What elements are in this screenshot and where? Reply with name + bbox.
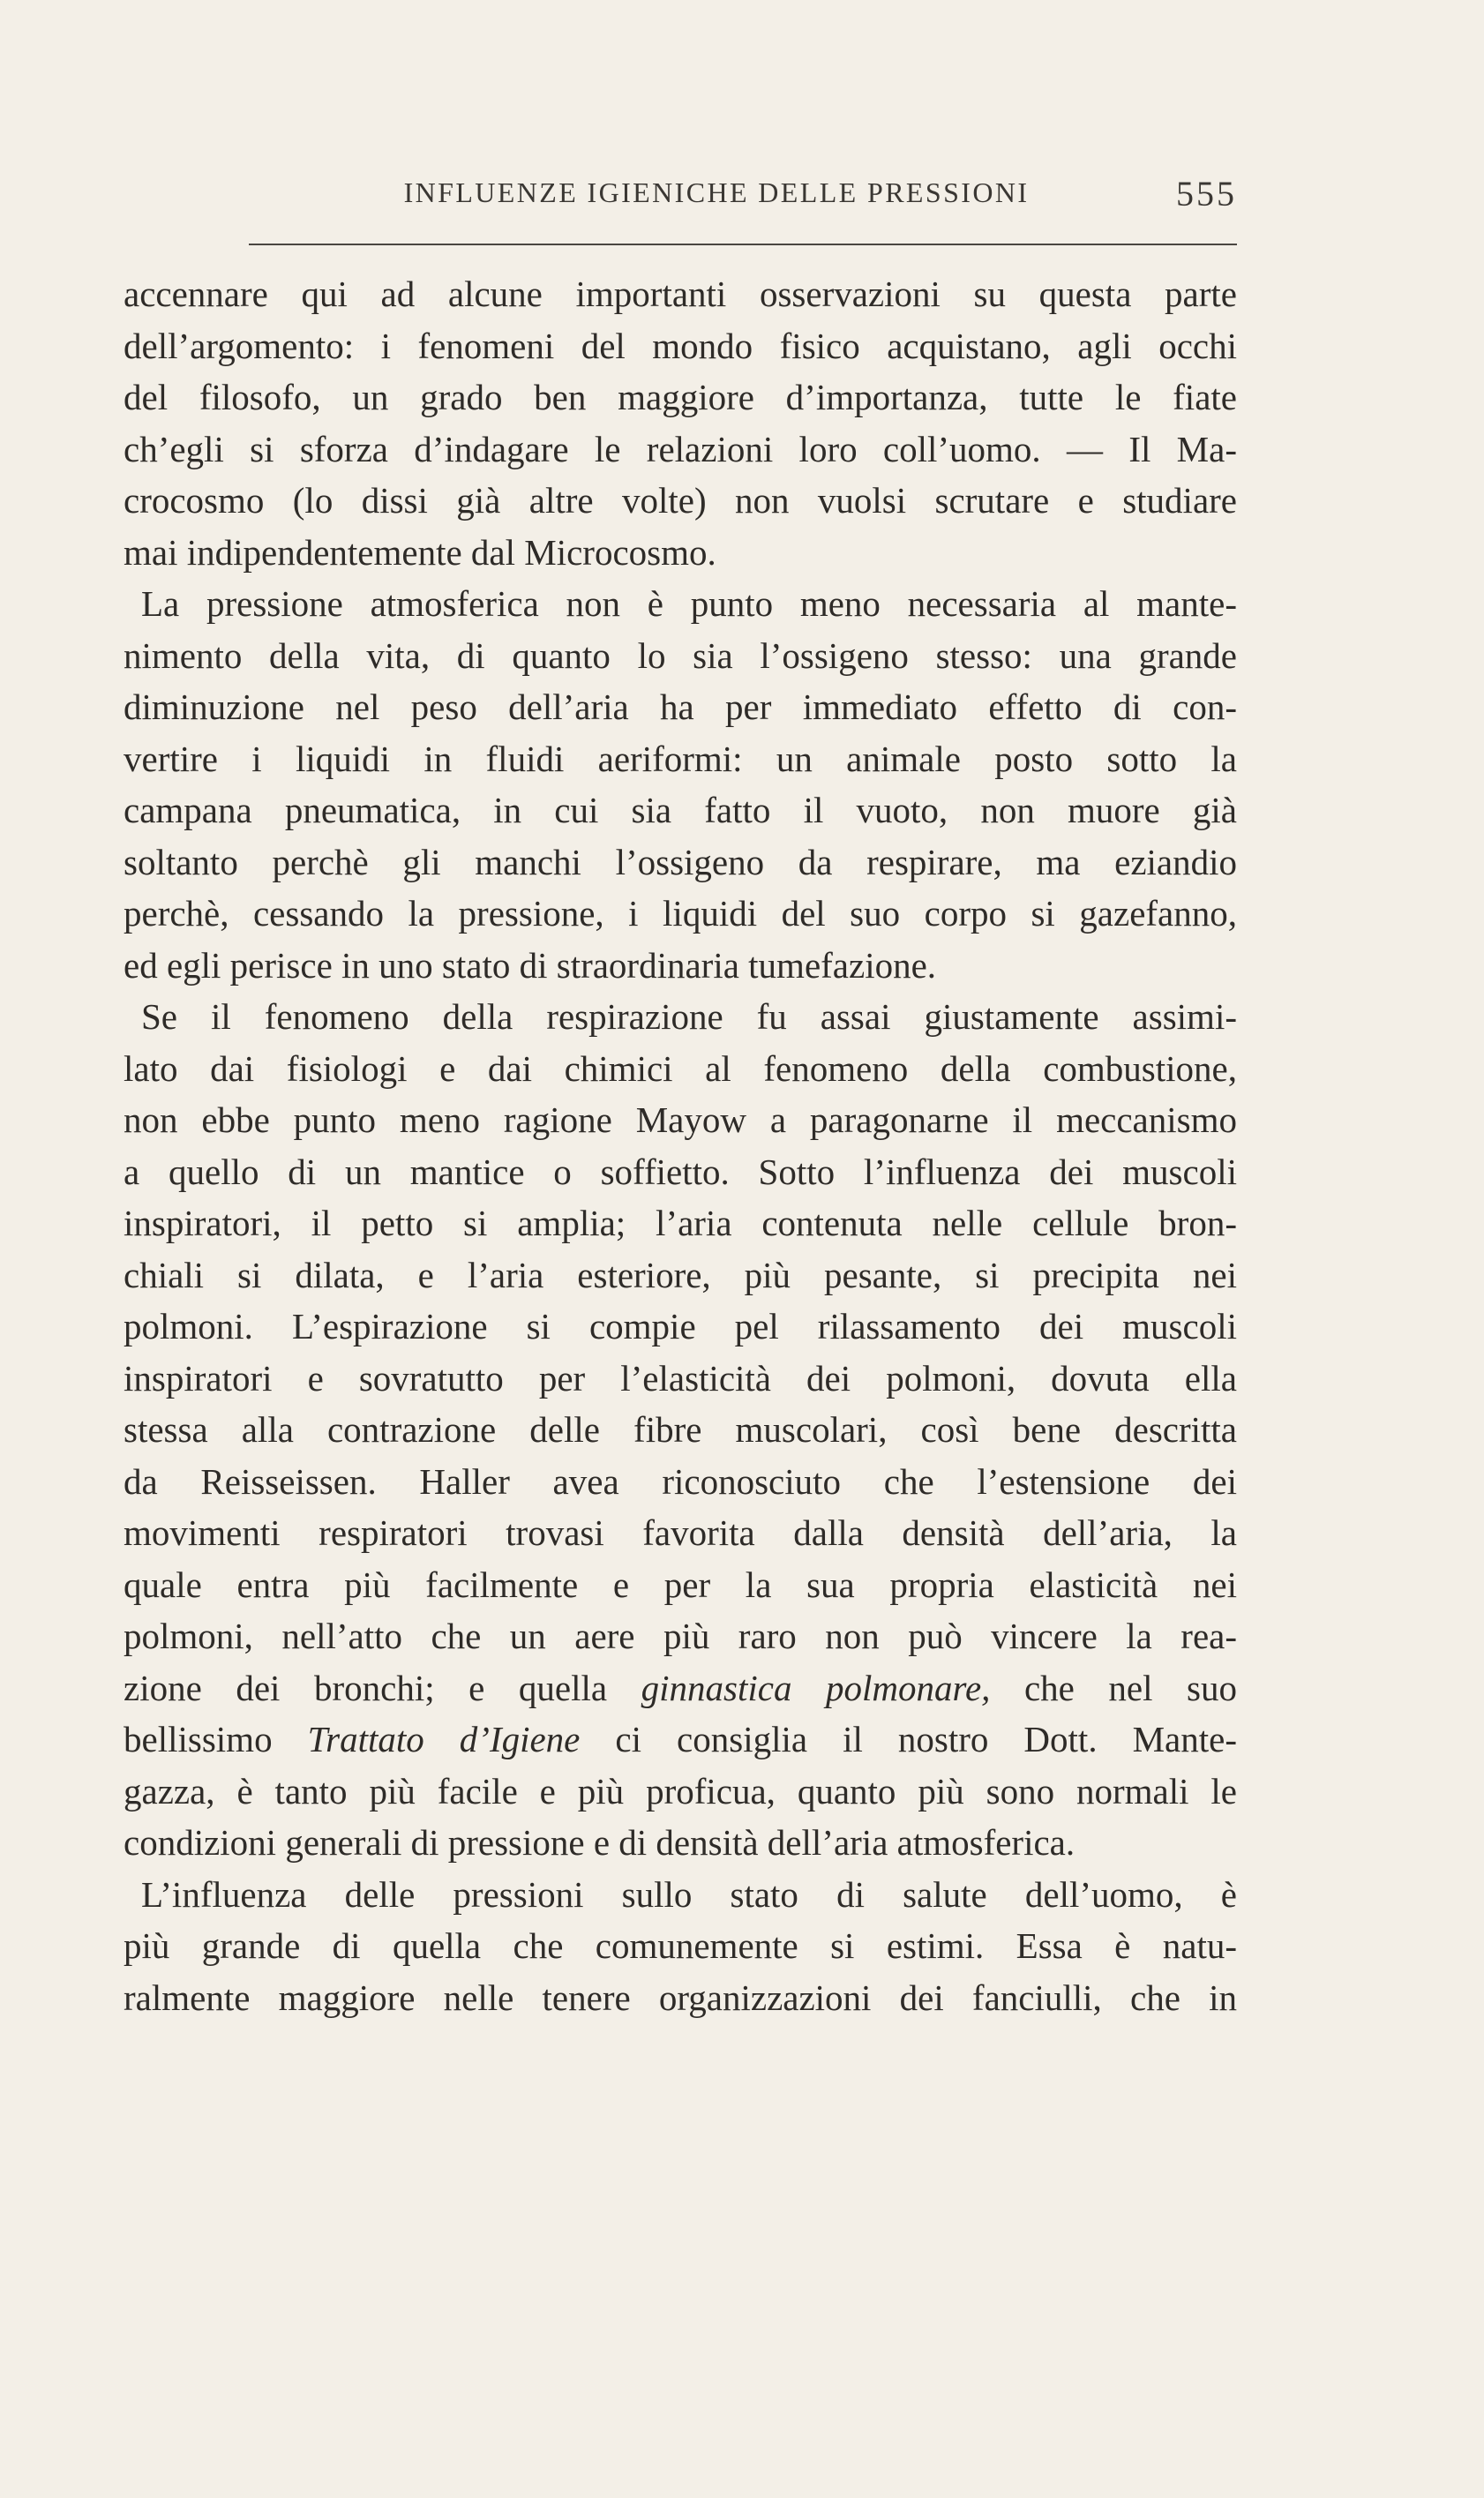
text-run: ci consiglia il nostro Dott. Mante- bbox=[580, 1719, 1237, 1759]
paragraph bbox=[124, 578, 1237, 991]
paragraph bbox=[124, 991, 1237, 1869]
italic-title: Trattato d’Igiene bbox=[307, 1719, 581, 1759]
text-line: soltanto perchè gli manchi l’ossigeno da respirare, ma eziandio bbox=[124, 841, 1237, 882]
page-number: 555 bbox=[1176, 174, 1237, 214]
text-run: bellissimo bbox=[124, 1719, 308, 1759]
text-line: La pressione atmosferica non è punto meno necessaria al mante- bbox=[141, 583, 1237, 624]
text-line: a quello di un mantice o soffietto. Sotto l’influenza dei muscoli bbox=[124, 1151, 1237, 1192]
text-line: non ebbe punto meno ragione Mayow a paragonarne il meccanismo bbox=[124, 1099, 1237, 1140]
text-line: crocosmo (lo dissi già altre volte) non vuolsi scrutare e studiare bbox=[124, 480, 1237, 521]
text-line: chiali si dilata, e l’aria esteriore, più pesante, si precipita nei bbox=[124, 1254, 1237, 1295]
text-line: dell’argomento: i fenomeni del mondo fisico acquistano, agli occhi bbox=[124, 325, 1237, 366]
text-line: polmoni, nell’atto che un aere più raro non può vincere la rea- bbox=[124, 1616, 1237, 1656]
text-line: inspiratori, il petto si amplia; l’aria contenuta nelle cellule bron- bbox=[124, 1203, 1237, 1243]
text-line: inspiratori e sovratutto per l’elasticità dei polmoni, dovuta ella bbox=[124, 1357, 1237, 1399]
text-line-italic-mixed bbox=[124, 1662, 1237, 1714]
header-rule bbox=[249, 244, 1237, 245]
text-line: campana pneumatica, in cui sia fatto il vuoto, non muore già bbox=[124, 790, 1237, 830]
page-header bbox=[249, 168, 1237, 221]
text-line: ed egli perisce in uno stato di straordinaria tumefazione. bbox=[124, 944, 937, 986]
paragraph bbox=[124, 1869, 1237, 2024]
text-line: diminuzione nel peso dell’aria ha per immediato effetto di con- bbox=[124, 686, 1237, 727]
text-run: zione dei bronchi; e quella bbox=[124, 1667, 641, 1708]
text-line: da Reisseissen. Haller avea riconosciuto che l’estensione dei bbox=[124, 1460, 1237, 1502]
text-line: L’influenza delle pressioni sullo stato di salute dell’uomo, è bbox=[141, 1873, 1237, 1915]
text-line: nimento della vita, di quanto lo sia l’ossigeno stesso: una grande bbox=[124, 634, 1237, 676]
text-line: vertire i liquidi in fluidi aeriformi: un animale posto sotto la bbox=[124, 738, 1237, 779]
text-line: movimenti respiratori trovasi favorita dalla densità dell’aria, la bbox=[124, 1512, 1237, 1553]
body-text bbox=[124, 268, 1237, 2023]
text-line: mai indipendentemente dal Microcosmo. bbox=[124, 531, 716, 573]
text-line: accennare qui ad alcune importanti osservazioni su questa parte bbox=[124, 274, 1237, 314]
text-line: gazza, è tanto più facile e più proficua, quanto più sono normali le bbox=[124, 1770, 1237, 1812]
text-line: ralmente maggiore nelle tenere organizzazioni dei fanciulli, che in bbox=[124, 1977, 1237, 2018]
text-line: ch’egli si sforza d’indagare le relazioni loro coll’uomo. — Il Ma- bbox=[124, 428, 1237, 469]
text-run: che nel suo bbox=[990, 1667, 1237, 1708]
italic-phrase: ginnastica polmonare, bbox=[641, 1667, 991, 1708]
text-line: stessa alla contrazione delle fibre muscolari, così bene descritta bbox=[124, 1409, 1237, 1450]
text-line: del filosofo, un grado ben maggiore d’importanza, tutte le fiate bbox=[124, 377, 1237, 417]
text-line: Se il fenomeno della respirazione fu assai giustamente assimi- bbox=[141, 996, 1237, 1037]
text-line: perchè, cessando la pressione, i liquidi del suo corpo si gazefanno, bbox=[124, 893, 1237, 934]
paragraph bbox=[124, 268, 1237, 578]
text-line: condizioni generali di pressione e di densità dell’aria atmosferica. bbox=[124, 1822, 1076, 1863]
running-head: INFLUENZE IGIENICHE DELLE PRESSIONI bbox=[403, 176, 1030, 208]
text-line: polmoni. L’espirazione si compie pel rilassamento dei muscoli bbox=[124, 1306, 1237, 1347]
text-line: più grande di quella che comunemente si estimi. Essa è natu- bbox=[124, 1925, 1237, 1966]
text-line-italic-mixed bbox=[124, 1714, 1237, 1766]
text-line: quale entra più facilmente e per la sua propria elasticità nei bbox=[124, 1564, 1237, 1605]
text-line: lato dai fisiologi e dai chimici al fenomeno della combustione, bbox=[124, 1047, 1237, 1089]
